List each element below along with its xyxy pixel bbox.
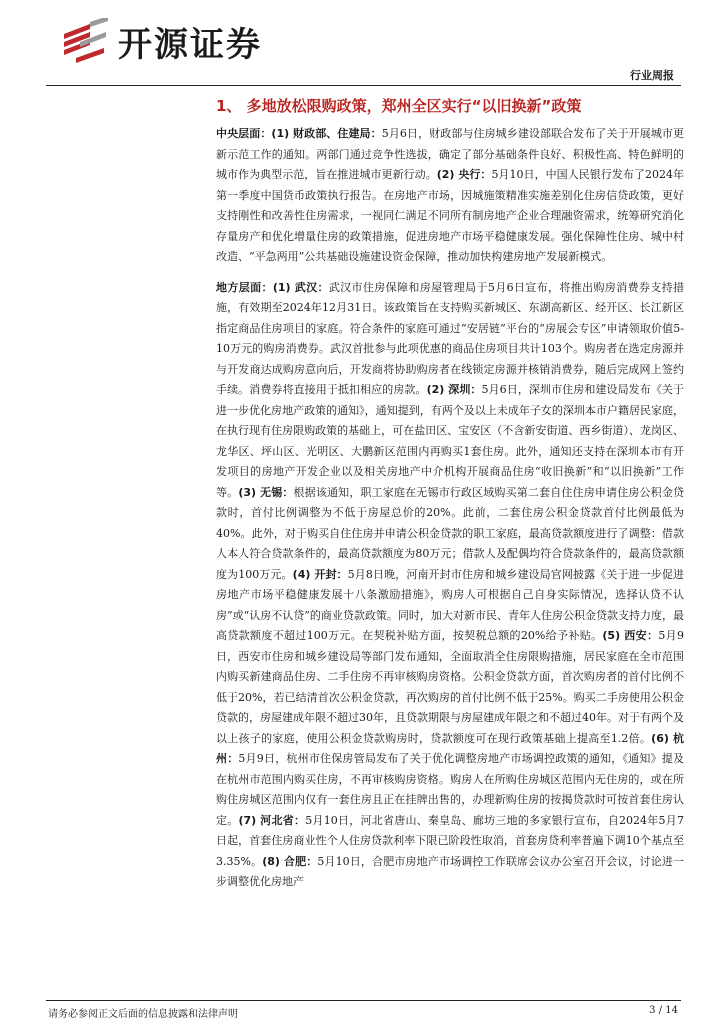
local-policy-label: 地方层面： [216, 280, 273, 294]
central-item-text: 5月10日，中国人民银行发布了2024年第一季度中国货币政策执行报告。在房地产市场，因城施策精准实施差别化住房信贷政策，更好支持刚性和改善性住房需求，一视同仁满足不同所有制房地产企业合理融资需求，统筹研究消化存量房产和优化增量住房的政策措施，促进房地产市场平稳健康发展。强化保障性住房、城中村改造、“平急两用”公共基础设施建设资金保障，推动加快构建房地产发展新模式。 [216, 168, 685, 263]
city-item-heading: 深圳： [448, 383, 482, 396]
city-item-text: 5月10日，合肥市房地产市场调控工作联席会议办公室召开会议，讨论进一步调整优化房地产 [216, 854, 684, 888]
brand-mark-icon [60, 18, 110, 64]
report-body [216, 124, 684, 893]
city-item-text: 5月8日晚，河南开封市住房和城乡建设局官网披露《关于进一步促进房地产市场平稳健康发展十八条激励措施》，购房人可根据自己自身实际情况，选择认贷不认房”或“认房不认贷”的商业贷款政策。同时，加大对新市民、青年人住房公积金贷款支持力度，最高贷款额度不超过100万元。在契税补贴方面，按契税总额的20%给予补贴。 [216, 567, 685, 642]
city-item-number: (7) [238, 813, 261, 827]
city-item-heading: 合肥： [283, 854, 318, 868]
city-item-heading: 河北省： [260, 813, 306, 827]
city-item-text: 5月6日，深圳市住房和建设局发布《关于进一步优化房地产政策的通知》，通知提到，有两个及以上未成年子女的深圳本市户籍居民家庭，在执行现有住房限购政策的基础上，可在盐田区、宝安区（不含新安街道、西乡街道）、龙岗区、龙华区、坪山区、光明区、大鹏新区范围内再购买1套住房。此外，通知还支持在深圳本市有开发项目的房地产开发企业以及相关房地产中介机构开展商品住房“收旧换新”和“以旧换新”工作等。 [216, 383, 685, 499]
footer-disclaimer: 请务必参阅正文后面的信息披露和法律声明 [48, 1009, 238, 1020]
section-title: 1、 多地放松限购政策，郑州全区实行“以旧换新”政策 [216, 97, 582, 115]
brand-name: 开源证券 [118, 24, 262, 65]
central-item-text: 5月6日，财政部与住房城乡建设部联合发布了关于开展城市更新示范工作的通知。两部门通过竞争性选拔，确定了部分基础条件良好、积极性高、特色鲜明的城市作为典型示范，旨在推进城市更新行动。 [216, 127, 685, 181]
city-item-text: 5月9日，杭州市住保房管局发布了关于优化调整房地产市场调控政策的通知，《通知》提及在杭州市范围内购买住房，不再审核购房资格。购房人在所购住房城区范围内无住房的，或在所购住房城区范围内仅有一套住房且正在挂牌出售的，办理新购住房的按揭贷款时可按首套住房认定。 [216, 752, 684, 827]
city-item-heading: 武汉： [294, 280, 329, 294]
city-item-number: (8) [262, 854, 284, 868]
city-item-heading: 杭州： [216, 731, 684, 765]
city-item-number: (4) [292, 567, 315, 581]
brand-logo [60, 16, 262, 66]
footer-divider [46, 1000, 681, 1001]
city-item-number: (6) [651, 731, 673, 745]
central-policy-label: 中央层面： [216, 127, 272, 140]
central-policy-paragraph [216, 124, 684, 268]
city-item-number: (1) [272, 280, 295, 294]
local-policy-paragraph [216, 278, 684, 893]
city-item-heading: 无锡： [260, 485, 294, 499]
header-divider [46, 85, 681, 86]
city-item-number: (2) [426, 383, 449, 396]
page-number: 3 / 14 [649, 1005, 678, 1016]
city-item-number: (5) [602, 629, 625, 642]
central-item-number: (1) [271, 127, 294, 140]
city-item-text: 5月9日，西安市住房和城乡建设局等部门发布通知，全面取消全住房限购措施，居民家庭在全市范围内购买新建商品住房、二手住房不再审核购房资格。公积金贷款方面，首次购房者的首付比例不低于20%，若已结清首次公积金贷款，再次购房的首付比例不低于25%。购买二手房使用公积金贷款的，房屋建成年限不超过30年，且贷款期限与房屋建成年限之和不超过40年。对于有两个及以上孩子的家庭，使用公积金贷款购房时，贷款额度可在现行政策基础上提高至1.2倍。 [216, 629, 684, 745]
central-item-number: (2) [436, 168, 459, 181]
city-item-text: 5月10日，河北省唐山、秦皇岛、廊坊三地的多家银行宣布，自2024年5月7日起，首套住房商业性个人住房贷款利率下限已阶段性取消，首套房贷利率普遍下调10个基点至3.35%。 [216, 813, 685, 868]
central-item-heading: 央行： [458, 168, 492, 181]
city-item-text: 武汉市住房保障和房屋管理局于5月6日宣布，将推出购房消费券支持措施，有效期至2024年12月31日。该政策旨在支持购买新城区、东湖高新区、经开区、长江新区指定商品住房项目的家庭。符合条件的家庭可通过“安居链”平台的“房展会专区”申请领取价值5-10万元的购房消费券。武汉首批参与此项优惠的商品住房项目共计103个。购房者在选定房源并与开发商达成购房意向后，开发商将协助购房者在线锁定房源并核销消费券，随后完成网上签约手续。消费券将直接用于抵扣相应的房款。 [216, 280, 685, 396]
central-item-heading: 财政部、住建局： [293, 127, 382, 140]
city-item-text: 根据该通知，职工家庭在无锡市行政区域购买第二套自住住房申请住房公积金贷款时，首付比例调整为不低于房屋总价的20%。此前，二套住房公积金贷款首付比例最低为40%。此外，对于购买自住住房并申请公积金贷款的职工家庭，最高贷款额度进行了调整：借款人本人符合贷款条件的，最高贷款额度为80万元；借款人及配偶均符合贷款条件的，最高贷款额度为100万元。 [216, 485, 684, 581]
report-type-label: 行业周报 [630, 69, 674, 82]
city-item-number: (3) [238, 485, 261, 499]
city-item-heading: 开封： [314, 567, 348, 581]
city-item-heading: 西安： [624, 629, 659, 642]
